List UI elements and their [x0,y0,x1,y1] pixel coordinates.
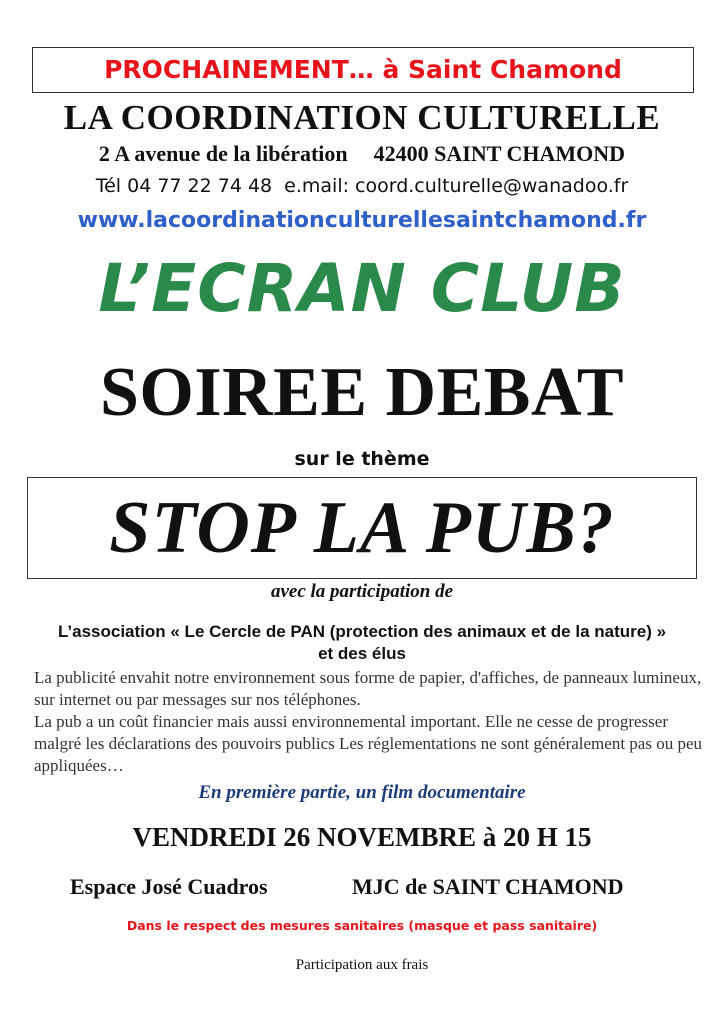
theme-box [27,477,697,579]
description-paragraph: La pub a un coût financier mais aussi environnemental important. Elle ne cesse de progresser malgré les déclarations des pouvoirs publics Les réglementations ne sont généralement pas ou peu appliquées… [34,712,702,775]
address-street: 2 A avenue de la libération [98,141,348,166]
phone-number: Tél 04 77 22 74 48 [95,175,273,197]
event-type-heading: SOIREE DEBAT [99,354,625,431]
participants-text: L’association « Le Cercle de PAN (protection des animaux et de la nature) » et des élus [57,622,667,663]
participation-intro: avec la participation de [270,581,454,602]
announcement-banner [32,47,694,93]
event-date: VENDREDI 26 NOVEMBRE à 20 H 15 [132,822,592,852]
website-link: www.lacoordinationculturellesaintchamond.fr [77,208,647,233]
venue-name: Espace José Cuadros [70,874,268,899]
announcement-text: PROCHAINEMENT… à Saint Chamond [104,55,622,84]
organizer-name: LA COORDINATION CULTURELLE [63,98,661,137]
film-note: En première partie, un film documentaire [198,782,526,803]
description-block [34,667,714,777]
fee-notice: Participation aux frais [295,957,429,973]
theme-intro: sur le thème [294,448,430,470]
organizer-address [0,141,724,167]
theme-title: STOP LA PUB? [109,487,615,569]
venue-organization: MJC de SAINT CHAMOND [352,874,624,899]
organizer-contact [0,175,724,197]
club-title: L’ECRAN CLUB [98,250,626,327]
email-address: e.mail: coord.culturelle@wanadoo.fr [284,175,629,197]
address-city: 42400 SAINT CHAMOND [373,141,626,166]
description-paragraph: La publicité envahit notre environnement sous forme de papier, d'affiches, de panneaux lumineux, sur internet ou par messages sur nos téléphones. [34,668,702,709]
sanitary-notice: Dans le respect des mesures sanitaires (masque et pass sanitaire) [126,918,598,933]
